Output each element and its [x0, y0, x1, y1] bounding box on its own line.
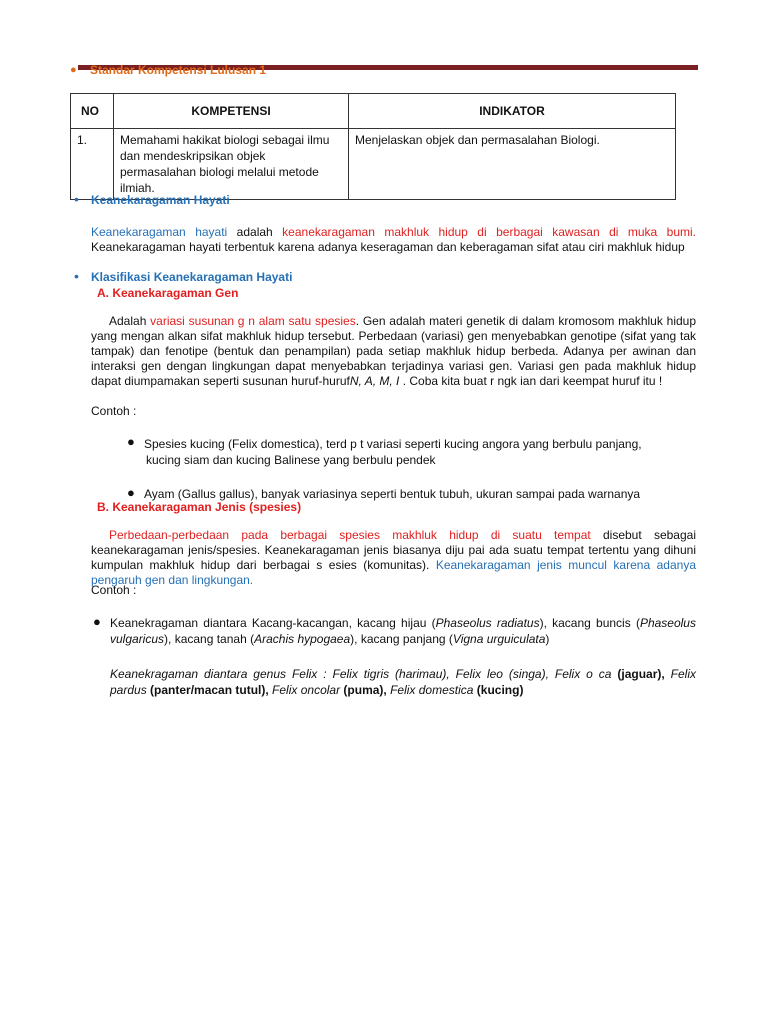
table-header-row [71, 94, 676, 129]
common-name: (puma), [340, 683, 391, 697]
example-ayam: Ayam (Gallus gallus), banyak variasinya seperti bentuk tubuh, ukuran sampai pada warnanya [144, 487, 641, 501]
bullet-icon: ● [93, 614, 101, 629]
cell-no: 1. [71, 129, 114, 200]
connector-text: adalah [227, 225, 283, 239]
gen-text-body: . Gen adalah materi genetik di dalam kromosom makhluk hidup yang mengan alkan sifat makhluk hidup tersebut. Perbedaan (variasi) gen menyebabkan genotipe (sifat yang tak tampak) dan fenotipe (bentuk dan penampilan) pada setiap makhluk hidup berbeda. Adanya per awinan dan interaksi gen dengan lingkungan dapat menyebabkan terjadinya variasi gen. Variasi gen pada makhluk hidup dapat diumpamakan seperti susunan huruf-huruf [91, 314, 697, 388]
competency-table [70, 93, 676, 200]
table-row [71, 129, 676, 200]
common-name: (jaguar), [611, 667, 671, 681]
formation-text: Keanekaragaman hayati terbentuk karena adanya keseragaman dan keberagaman sifat atau ciri makhluk hidup [91, 240, 685, 254]
contoh-label: Contoh : [91, 583, 137, 597]
example-kacang [110, 615, 696, 647]
felix-text: Keanekragaman diantara genus Felix : Felix tigris (harimau), Felix leo (singa), Felix o ca [110, 667, 612, 681]
contoh-label: Contoh : [91, 404, 137, 418]
kacang-text: ), kacang buncis ( [539, 616, 640, 630]
kacang-text: Keanekragaman diantara Kacang-kacangan, kacang hijau ( [110, 616, 436, 630]
example-felix [110, 666, 696, 698]
bullet-icon: • [74, 268, 79, 284]
column-header-indikator: INDIKATOR [349, 94, 676, 129]
latin-name: Phaseolus radiatus [435, 616, 540, 630]
latin-name: Felix domestica [390, 683, 474, 697]
term-text: Keanekaragaman hayati [91, 225, 228, 239]
jenis-text-body: disebut sebagai keanekaragaman jenis/spesies. Keanekaragaman jenis biasanya diju pai ada suatu tempat tertentu yang dihuni kumpulan makhluk hidup dari berbagai s esies (komunitas). [91, 528, 696, 572]
latin-name: Vigna urguiculata [452, 632, 546, 646]
common-name: (kucing) [473, 683, 524, 697]
section-heading-keanekaragaman-hayati: Keanekaragaman Hayati [91, 193, 230, 207]
cell-kompetensi: Memahami hakikat biologi sebagai ilmu dan mendeskripsikan objek permasalahan biologi melalui metode ilmiah. [114, 129, 349, 200]
column-header-kompetensi: KOMPETENSI [114, 94, 349, 129]
gen-paragraph [91, 314, 696, 389]
definition-text: keanekaragaman makhluk hidup di berbagai kawasan di muka bumi. [282, 225, 697, 239]
latin-name: Felix pardus [110, 667, 697, 697]
kacang-text: ) [545, 632, 550, 646]
gen-text-end: . Coba kita buat r ngk ian dari keempat huruf itu ! [399, 374, 663, 388]
jenis-definition: Perbedaan-perbedaan pada berbagai spesies makhluk hidup di suatu tempat [109, 528, 591, 542]
bullet-icon: ● [127, 485, 135, 500]
kacang-text: ), kacang panjang ( [350, 632, 453, 646]
gen-text-start: Adalah [109, 314, 151, 328]
column-header-no: NO [71, 94, 114, 129]
definition-paragraph [91, 225, 696, 255]
section-heading-klasifikasi: Klasifikasi Keanekaragaman Hayati [91, 270, 293, 284]
jenis-paragraph [91, 528, 696, 588]
kacang-text: ), kacang tanah ( [164, 632, 255, 646]
latin-name: Phaseolus vulgaricus [110, 616, 696, 646]
latin-name: Felix oncolar [272, 683, 341, 697]
cell-indikator: Menjelaskan objek dan permasalahan Biologi. [349, 129, 676, 200]
gen-letters: N, A, M, I [349, 374, 400, 388]
example-kucing-line1: Spesies kucing (Felix domestica), terd p t variasi seperti kucing angora yang berbulu panjang, [144, 437, 642, 451]
jenis-cause: Keanekaragaman jenis muncul karena adanya pengaruh gen dan lingkungan. [91, 558, 696, 587]
bullet-icon: ● [127, 434, 135, 449]
subheading-keanekaragaman-gen: A. Keanekaragaman Gen [97, 286, 239, 300]
latin-name: Arachis hypogaea [254, 632, 351, 646]
example-kucing-line2: kucing siam dan kucing Balinese yang berbulu pendek [146, 453, 436, 467]
common-name: (panter/macan tutul), [146, 683, 273, 697]
gen-definition: variasi susunan g n alam satu spesies [150, 314, 356, 328]
document-title: Standar Kompetensi Lulusan 1 [90, 63, 267, 77]
bullet-icon: ● [70, 64, 77, 76]
subheading-keanekaragaman-jenis: B. Keanekaragaman Jenis (spesies) [97, 500, 302, 514]
bullet-icon: • [74, 191, 79, 207]
